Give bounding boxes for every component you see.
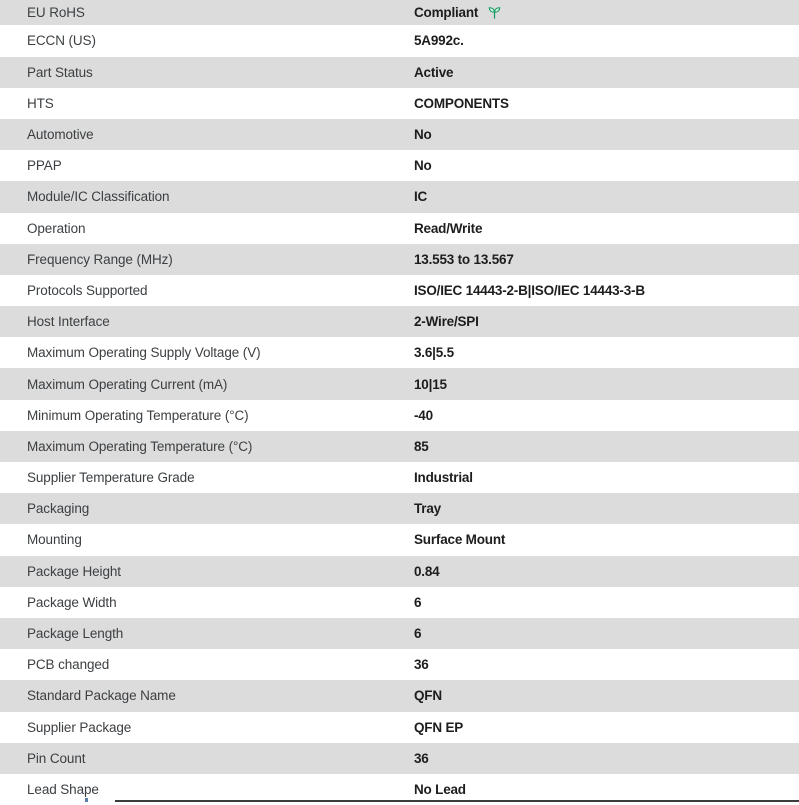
- attribute-value-text: Compliant: [414, 5, 479, 21]
- table-row: [0, 119, 799, 150]
- table-row: [0, 649, 799, 680]
- attribute-value-text: Active: [414, 64, 454, 80]
- attribute-value: [414, 657, 799, 672]
- attribute-value: [414, 720, 799, 735]
- attribute-value-text: 6: [414, 594, 422, 610]
- attribute-value: [414, 96, 799, 111]
- attribute-label: Maximum Operating Temperature (°C): [27, 438, 253, 454]
- attribute-label: Pin Count: [27, 750, 86, 766]
- attribute-value: [414, 283, 799, 298]
- attribute-value-text: 2-Wire/SPI: [414, 314, 479, 330]
- attribute-label: Maximum Operating Supply Voltage (V): [27, 345, 261, 361]
- attribute-value: [414, 408, 799, 423]
- attribute-value-text: 6: [414, 626, 422, 642]
- table-row: [0, 431, 799, 462]
- table-row: [0, 150, 799, 181]
- attribute-value: [414, 377, 799, 392]
- table-row: [0, 57, 799, 88]
- table-row: [0, 680, 799, 711]
- attribute-label: Mounting: [27, 532, 82, 548]
- table-row: [0, 493, 799, 524]
- attribute-value: [414, 65, 799, 80]
- table-row: [0, 88, 799, 119]
- attribute-value: [414, 501, 799, 516]
- table-row: [0, 213, 799, 244]
- attribute-label: Maximum Operating Current (mA): [27, 376, 228, 392]
- attribute-label: Frequency Range (MHz): [27, 251, 173, 267]
- attribute-value-text: Industrial: [414, 470, 473, 486]
- attribute-label: Package Width: [27, 594, 117, 610]
- attribute-label: Package Length: [27, 626, 124, 642]
- attribute-value-text: 36: [414, 657, 429, 673]
- attribute-label: Package Height: [27, 563, 121, 579]
- attribute-value-text: 5A992c.: [414, 33, 464, 49]
- attribute-value-text: ISO/IEC 14443-2-B|ISO/IEC 14443-3-B: [414, 282, 645, 298]
- attribute-value-text: No: [414, 158, 432, 174]
- attribute-label: Protocols Supported: [27, 282, 148, 298]
- attribute-value: [414, 595, 799, 610]
- table-row: [0, 743, 799, 774]
- attribute-value: [414, 688, 799, 703]
- table-row: [0, 25, 799, 56]
- attribute-value: [414, 221, 799, 236]
- attribute-value: [414, 532, 799, 547]
- attribute-value: [414, 127, 799, 142]
- attribute-value-text: 36: [414, 750, 429, 766]
- attribute-value-text: 0.84: [414, 563, 440, 579]
- attribute-value: [414, 564, 799, 579]
- attribute-value-text: QFN EP: [414, 719, 464, 735]
- attribute-value: [414, 314, 799, 329]
- attribute-value: [414, 751, 799, 766]
- attribute-label: Part Status: [27, 64, 93, 80]
- attribute-value: [414, 345, 799, 360]
- eco-leaf-icon: [487, 5, 502, 20]
- table-row: [0, 524, 799, 555]
- attribute-value-text: No: [414, 127, 432, 143]
- table-row: [0, 306, 799, 337]
- table-row: [0, 400, 799, 431]
- attribute-label: Lead Shape: [27, 781, 99, 797]
- table-row: [0, 181, 799, 212]
- table-row: [0, 618, 799, 649]
- attribute-label: ECCN (US): [27, 33, 96, 49]
- attribute-value: [414, 5, 799, 20]
- attribute-label: Host Interface: [27, 314, 110, 330]
- attribute-value-text: Surface Mount: [414, 532, 506, 548]
- attribute-value-text: No Lead: [414, 781, 466, 797]
- table-row: [0, 0, 799, 25]
- table-row: [0, 712, 799, 743]
- attribute-value-text: 85: [414, 438, 429, 454]
- attribute-value: [414, 33, 799, 48]
- attribute-value-text: 3.6|5.5: [414, 345, 454, 361]
- attribute-label: PPAP: [27, 158, 62, 174]
- partial-element-artifact: [85, 798, 88, 802]
- attribute-value-text: Tray: [414, 501, 441, 517]
- attribute-value-text: IC: [414, 189, 428, 205]
- attribute-label: Module/IC Classification: [27, 189, 170, 205]
- attribute-label: PCB changed: [27, 657, 110, 673]
- table-row: [0, 244, 799, 275]
- attribute-label: HTS: [27, 95, 54, 111]
- attribute-value-text: 13.553 to 13.567: [414, 251, 514, 267]
- attribute-value-text: QFN: [414, 688, 442, 704]
- table-row: [0, 368, 799, 399]
- attribute-label: Supplier Temperature Grade: [27, 470, 195, 486]
- attribute-value-text: -40: [414, 407, 433, 423]
- attribute-label: EU RoHS: [27, 5, 85, 21]
- table-row: [0, 462, 799, 493]
- table-row: [0, 337, 799, 368]
- attribute-value: [414, 439, 799, 454]
- attribute-value: [414, 470, 799, 485]
- table-row: [0, 556, 799, 587]
- attribute-label: Minimum Operating Temperature (°C): [27, 407, 249, 423]
- attribute-label: Standard Package Name: [27, 688, 176, 704]
- table-row: [0, 587, 799, 618]
- attribute-value-text: Read/Write: [414, 220, 483, 236]
- attribute-value: [414, 189, 799, 204]
- attribute-value: [414, 782, 799, 797]
- attribute-value: [414, 626, 799, 641]
- attribute-label: Supplier Package: [27, 719, 132, 735]
- attribute-label: Operation: [27, 220, 86, 236]
- attribute-label: Packaging: [27, 501, 90, 517]
- attribute-value-text: COMPONENTS: [414, 95, 509, 111]
- attribute-value: [414, 252, 799, 267]
- attribute-value-text: 10|15: [414, 376, 447, 392]
- attribute-value: [414, 158, 799, 173]
- attribute-label: Automotive: [27, 127, 94, 143]
- table-row: [0, 275, 799, 306]
